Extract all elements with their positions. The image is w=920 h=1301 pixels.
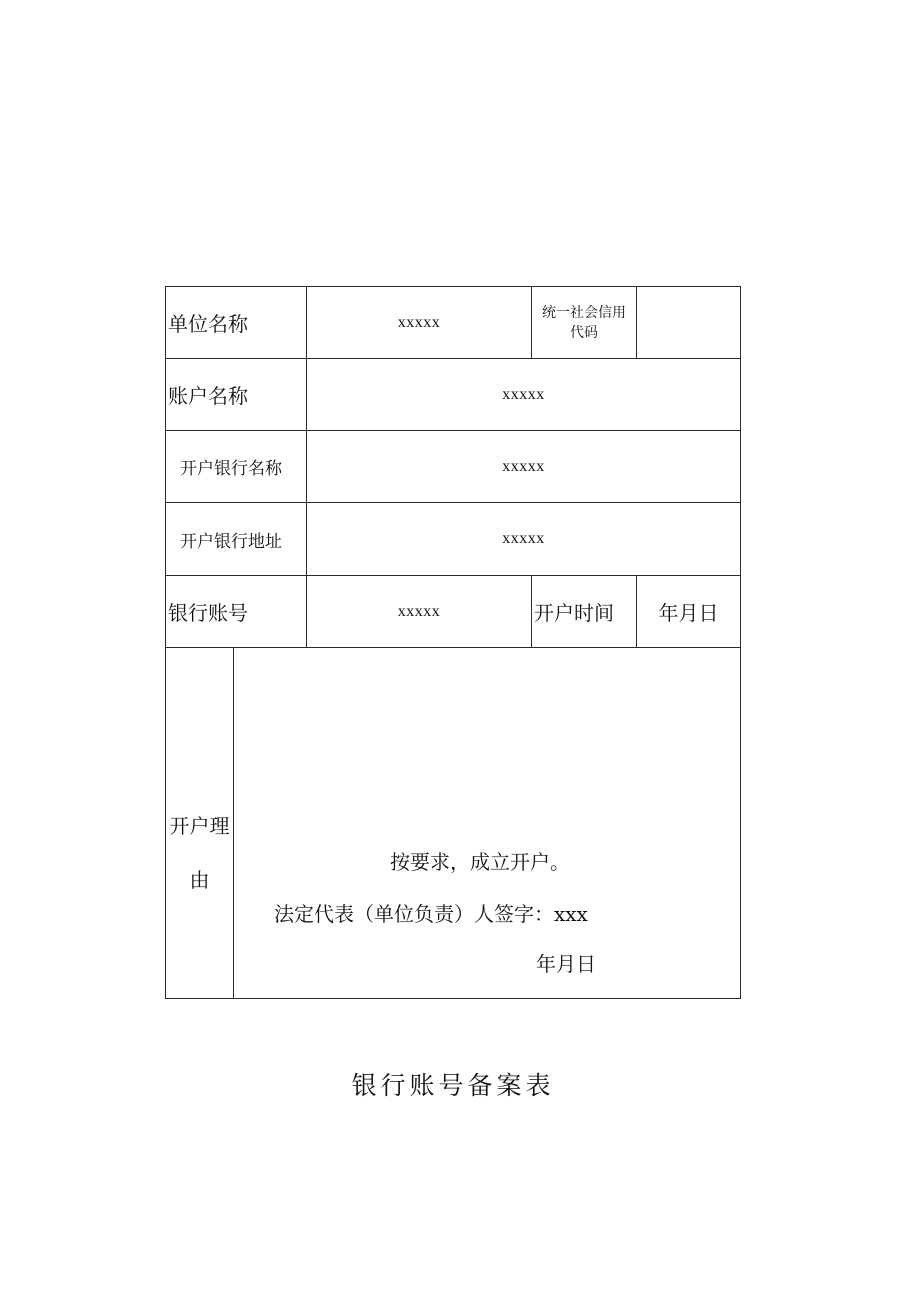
account-name-value: xxxxx: [306, 358, 741, 431]
legal-representative-signature: 法定代表（单位负责）人签字：xxx: [274, 902, 588, 926]
open-reason-label-line2: 由: [189, 868, 210, 892]
open-time-label: 开户时间: [531, 575, 637, 648]
credit-code-value: [636, 286, 741, 359]
unit-name-value: xxxxx: [306, 286, 532, 359]
account-number-value: xxxxx: [306, 575, 532, 648]
open-reason-label-line1: 开户理: [169, 814, 230, 838]
signature-date: 年月日: [536, 952, 596, 976]
bank-account-filing-form: [165, 286, 741, 999]
bank-name-value: xxxxx: [306, 430, 741, 503]
credit-code-label-text: 统一社会信用代码: [542, 304, 626, 341]
open-reason-label: [165, 647, 234, 999]
open-reason-text: 按要求，成立开户。: [390, 850, 570, 874]
credit-code-label: [531, 286, 637, 359]
unit-name-label: 单位名称: [165, 286, 307, 359]
bank-name-label: 开户银行名称: [165, 430, 307, 503]
account-number-label: 银行账号: [165, 575, 307, 648]
bank-address-value: xxxxx: [306, 502, 741, 576]
document-title: 银行账号备案表: [351, 1071, 555, 1100]
open-reason-body: [233, 647, 741, 999]
bank-address-label: 开户银行地址: [165, 502, 307, 576]
open-time-value: 年月日: [636, 575, 741, 648]
account-name-label: 账户名称: [165, 358, 307, 431]
